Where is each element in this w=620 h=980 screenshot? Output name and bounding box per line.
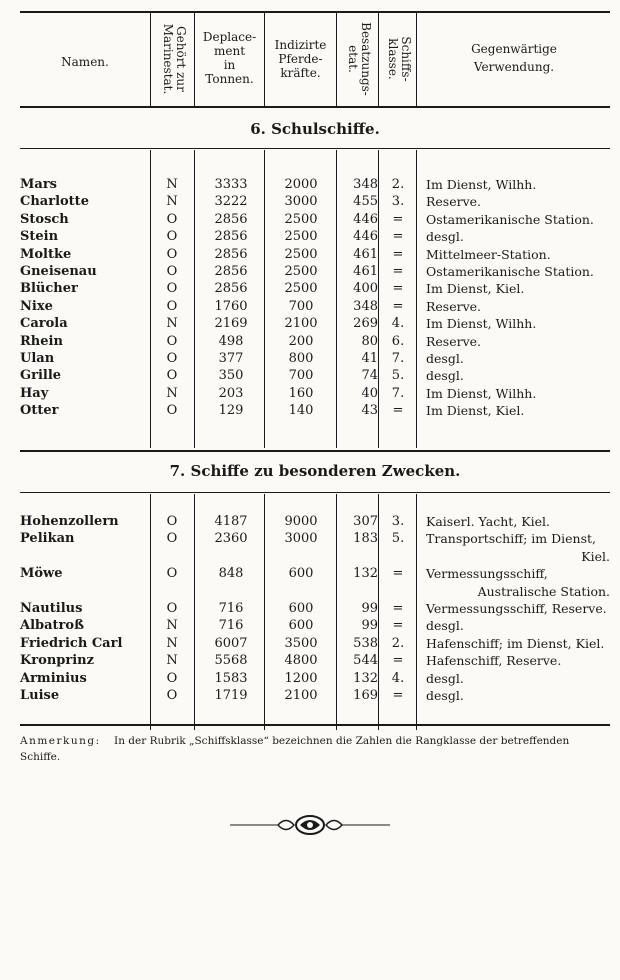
deplacement-cell: 377	[218, 351, 244, 366]
verwendung-cell: Reserve.	[426, 194, 482, 210]
ship-name-cell: Rhein	[20, 333, 63, 349]
top-rule	[20, 11, 610, 13]
ship-name-cell: Luise	[20, 688, 60, 703]
table-row	[0, 652, 620, 669]
verwendung-cell: desgl.	[426, 368, 464, 384]
section-7-top-rule	[20, 450, 610, 452]
verwendung-cell: Mittelmeer-Station.	[426, 246, 551, 262]
marinestation-cell: N	[166, 618, 178, 634]
schiffsklasse-cell: =	[392, 281, 404, 297]
besatzung-cell: 269	[353, 316, 378, 332]
schiffsklasse-cell: =	[392, 403, 404, 419]
besatzung-cell: 183	[353, 531, 378, 547]
besatzung-cell: 446	[353, 211, 378, 227]
footnote	[20, 733, 610, 765]
besatzung-cell: 455	[353, 194, 378, 210]
besatzung-cell: 43	[361, 403, 378, 419]
marinestation-cell: O	[166, 264, 178, 279]
section-7-rule	[20, 492, 610, 493]
marinestation-cell: O	[166, 246, 178, 262]
besatzung-cell: 169	[353, 688, 378, 703]
verwendung-cell: desgl.	[426, 351, 464, 366]
besatzung-cell: 348	[353, 298, 378, 314]
marinestation-cell: O	[166, 601, 178, 616]
pferdekraefte-cell: 140	[288, 403, 314, 419]
header-bottom-rule	[20, 106, 610, 108]
table-row	[0, 635, 620, 652]
verwendung-cell: Hafenschiff, Reserve.	[426, 653, 562, 669]
section-6-rule	[20, 148, 610, 149]
table-row	[0, 263, 620, 280]
deplacement-cell: 6007	[214, 635, 248, 651]
footnote-text: In der Rubrik „Schiffsklasse“ bezeichnen die Zahlen die Rangklasse der betreffenden Schiffe.	[20, 735, 570, 763]
table-row	[0, 246, 620, 263]
table-row	[0, 402, 620, 419]
pferdekraefte-cell: 2100	[284, 688, 318, 703]
marinestation-cell: N	[166, 653, 178, 669]
schiffsklasse-cell: =	[392, 601, 404, 616]
ship-name-cell: Nixe	[20, 298, 53, 314]
deplacement-cell: 716	[218, 618, 244, 634]
deplacement-cell: 203	[218, 385, 244, 401]
table-row	[0, 687, 620, 704]
verwendung-cell: desgl.	[426, 229, 464, 245]
deplacement-cell: 1583	[214, 670, 248, 686]
deplacement-cell: 2856	[214, 281, 248, 297]
ship-name-cell: Charlotte	[20, 194, 89, 210]
ship-name-cell: Kronprinz	[20, 653, 94, 669]
section-title-7: 7. Schiffe zu besonderen Zwecken.	[169, 462, 461, 480]
pferdekraefte-cell: 4800	[284, 653, 318, 669]
ship-name-cell: Blücher	[20, 281, 78, 297]
schiffsklasse-cell: =	[392, 229, 404, 245]
schiffsklasse-cell: =	[392, 298, 404, 314]
table-row	[0, 315, 620, 332]
table-row	[0, 530, 620, 564]
ship-name-cell: Moltke	[20, 246, 72, 262]
schiffsklasse-cell: =	[392, 246, 404, 262]
schiffsklasse-cell: 6.	[391, 333, 405, 349]
header-pferdekraefte: Indizirte Pferde- kräfte.	[274, 38, 327, 80]
section-title-6: 6. Schulschiffe.	[250, 120, 380, 138]
besatzung-cell: 41	[361, 351, 378, 366]
marinestation-cell: O	[166, 514, 178, 529]
marinestation-cell: O	[166, 368, 178, 384]
schiffsklasse-cell: =	[392, 618, 404, 634]
deplacement-cell: 848	[218, 566, 244, 582]
schiffsklasse-cell: 5.	[391, 368, 405, 384]
deplacement-cell: 350	[218, 368, 244, 384]
ship-name-cell: Hohenzollern	[20, 514, 119, 529]
besatzung-cell: 461	[353, 246, 378, 262]
verwendung-cell: Kaiserl. Yacht, Kiel.	[426, 514, 550, 529]
marinestation-cell: O	[166, 566, 178, 582]
besatzung-cell: 348	[353, 177, 378, 192]
table-row	[0, 670, 620, 687]
schiffsklasse-cell: =	[392, 566, 404, 582]
header-verwendung: Gegenwärtige Verwendung.	[471, 42, 557, 74]
schiffsklasse-cell: 4.	[391, 316, 405, 332]
besatzung-cell: 40	[361, 385, 378, 401]
besatzung-cell: 99	[361, 618, 378, 634]
ship-name-cell: Ulan	[20, 351, 55, 366]
pferdekraefte-cell: 1200	[284, 670, 318, 686]
table-row	[0, 280, 620, 297]
marinestation-cell: O	[166, 403, 178, 419]
verwendung-cell: Reserve.	[426, 298, 482, 314]
deplacement-cell: 3333	[214, 177, 248, 192]
header-marinestat: Gehört zur Marinestat.	[161, 23, 188, 95]
ship-name-cell: Mars	[20, 177, 57, 192]
header-namen: Namen.	[61, 55, 109, 69]
pferdekraefte-cell: 2500	[284, 281, 318, 297]
marinestation-cell: O	[166, 351, 178, 366]
marinestation-cell: N	[166, 177, 178, 192]
marinestation-cell: O	[166, 670, 178, 686]
pferdekraefte-cell: 700	[288, 368, 314, 384]
schiffsklasse-cell: =	[392, 653, 404, 669]
ship-name-cell: Carola	[20, 316, 68, 332]
ship-name-cell: Nautilus	[20, 601, 83, 616]
verwendung-cell: desgl.	[426, 670, 464, 686]
besatzung-cell: 132	[353, 566, 378, 582]
besatzung-cell: 99	[361, 601, 378, 616]
pferdekraefte-cell: 160	[288, 385, 314, 401]
deplacement-cell: 5568	[214, 653, 248, 669]
marinestation-cell: O	[166, 281, 178, 297]
schiffsklasse-cell: 2.	[391, 635, 405, 651]
table-bottom-rule	[20, 724, 610, 726]
verwendung-cell: desgl.	[426, 618, 464, 634]
pferdekraefte-cell: 600	[288, 601, 314, 616]
verwendung-cell: Ostamerikanische Station.	[426, 211, 594, 227]
table-row	[0, 600, 620, 617]
schiffsklasse-cell: 2.	[391, 177, 405, 192]
verwendung-cell: Im Dienst, Kiel.	[426, 281, 525, 297]
col-divider	[150, 13, 151, 106]
ship-name-cell: Grille	[20, 368, 62, 384]
verwendung-cell: Transportschiff; im Dienst,	[426, 531, 596, 547]
deplacement-cell: 2856	[214, 264, 248, 279]
deplacement-cell: 129	[218, 403, 244, 419]
marinestation-cell: O	[166, 211, 178, 227]
verwendung-cell: Im Dienst, Wilhh.	[426, 316, 537, 332]
ship-name-cell: Stein	[20, 229, 59, 245]
deplacement-cell: 2169	[214, 316, 248, 332]
pferdekraefte-cell: 3000	[284, 531, 318, 547]
deplacement-cell: 2856	[214, 211, 248, 227]
verwendung-cell: Kiel.	[581, 548, 610, 564]
schiffsklasse-cell: 4.	[391, 670, 405, 686]
ship-name-cell: Stosch	[20, 211, 69, 227]
verwendung-cell: Vermessungsschiff,	[426, 566, 548, 582]
schiffsklasse-cell: 5.	[391, 531, 405, 547]
schiffsklasse-cell: 3.	[391, 194, 405, 210]
pferdekraefte-cell: 3000	[284, 194, 318, 210]
pferdekraefte-cell: 9000	[284, 514, 318, 529]
pferdekraefte-cell: 600	[288, 566, 314, 582]
verwendung-cell: desgl.	[426, 688, 464, 703]
pferdekraefte-cell: 700	[288, 298, 314, 314]
ornament-icon	[230, 812, 390, 838]
table-row	[0, 193, 620, 210]
ship-name-cell: Friedrich Carl	[20, 635, 123, 651]
deplacement-cell: 3222	[214, 194, 248, 210]
deplacement-cell: 2856	[214, 246, 248, 262]
besatzung-cell: 80	[361, 333, 378, 349]
deplacement-cell: 1719	[214, 688, 248, 703]
deplacement-cell: 4187	[214, 514, 248, 529]
pferdekraefte-cell: 3500	[284, 635, 318, 651]
marinestation-cell: N	[166, 385, 178, 401]
pferdekraefte-cell: 2500	[284, 211, 318, 227]
verwendung-cell: Im Dienst, Kiel.	[426, 403, 525, 419]
marinestation-cell: O	[166, 531, 178, 547]
col-divider	[416, 13, 417, 106]
table-row	[0, 211, 620, 228]
besatzung-cell: 400	[353, 281, 378, 297]
schiffsklasse-cell: 3.	[391, 514, 405, 529]
ship-name-cell: Hay	[20, 385, 49, 401]
table-row	[0, 350, 620, 367]
besatzung-cell: 307	[353, 514, 378, 529]
pferdekraefte-cell: 2100	[284, 316, 318, 332]
table-row	[0, 617, 620, 634]
table-row	[0, 176, 620, 193]
verwendung-cell: Hafenschiff; im Dienst, Kiel.	[426, 635, 605, 651]
besatzung-cell: 446	[353, 229, 378, 245]
besatzung-cell: 461	[353, 264, 378, 279]
marinestation-cell: N	[166, 635, 178, 651]
ship-name-cell: Albatroß	[20, 618, 84, 634]
pferdekraefte-cell: 2500	[284, 246, 318, 262]
header-klasse: Schiffs- klasse.	[386, 36, 413, 82]
pferdekraefte-cell: 200	[288, 333, 314, 349]
deplacement-cell: 2360	[214, 531, 248, 547]
ship-name-cell: Otter	[20, 403, 59, 419]
verwendung-cell: Im Dienst, Wilhh.	[426, 177, 537, 192]
table-row	[0, 228, 620, 245]
besatzung-cell: 132	[353, 670, 378, 686]
verwendung-cell: Ostamerikanische Station.	[426, 264, 594, 279]
marinestation-cell: N	[166, 316, 178, 332]
verwendung-cell: Australische Station.	[477, 583, 610, 599]
col-divider	[378, 13, 379, 106]
schiffsklasse-cell: =	[392, 211, 404, 227]
besatzung-cell: 544	[353, 653, 378, 669]
table-row	[0, 298, 620, 315]
table-row	[0, 385, 620, 402]
pferdekraefte-cell: 600	[288, 618, 314, 634]
verwendung-cell: Reserve.	[426, 333, 482, 349]
marinestation-cell: N	[166, 194, 178, 210]
schiffsklasse-cell: =	[392, 264, 404, 279]
pferdekraefte-cell: 2500	[284, 264, 318, 279]
table-row	[0, 367, 620, 384]
schiffsklasse-cell: =	[392, 688, 404, 703]
marinestation-cell: O	[166, 298, 178, 314]
deplacement-cell: 2856	[214, 229, 248, 245]
marinestation-cell: O	[166, 688, 178, 703]
schiffsklasse-cell: 7.	[391, 351, 405, 366]
col-divider	[336, 13, 337, 106]
header-deplacement: Deplace- ment in Tonnen.	[202, 30, 257, 86]
ship-name-cell: Arminius	[20, 670, 87, 686]
footnote-label: Anmerkung:	[20, 735, 101, 747]
deplacement-cell: 498	[218, 333, 244, 349]
table-row	[0, 513, 620, 530]
marinestation-cell: O	[166, 333, 178, 349]
pferdekraefte-cell: 2500	[284, 229, 318, 245]
pferdekraefte-cell: 2000	[284, 177, 318, 192]
besatzung-cell: 538	[353, 635, 378, 651]
table-row	[0, 565, 620, 599]
header-besatzung: Besatzungs- etat.	[346, 22, 373, 96]
verwendung-cell: Vermessungsschiff, Reserve.	[426, 601, 607, 616]
ship-name-cell: Gneisenau	[20, 264, 97, 279]
verwendung-cell: Im Dienst, Wilhh.	[426, 385, 537, 401]
table-row	[0, 333, 620, 350]
marinestation-cell: O	[166, 229, 178, 245]
deplacement-cell: 1760	[214, 298, 248, 314]
deplacement-cell: 716	[218, 601, 244, 616]
besatzung-cell: 74	[361, 368, 378, 384]
ship-name-cell: Pelikan	[20, 531, 75, 547]
pferdekraefte-cell: 800	[288, 351, 314, 366]
ship-name-cell: Möwe	[20, 566, 63, 582]
schiffsklasse-cell: 7.	[391, 385, 405, 401]
